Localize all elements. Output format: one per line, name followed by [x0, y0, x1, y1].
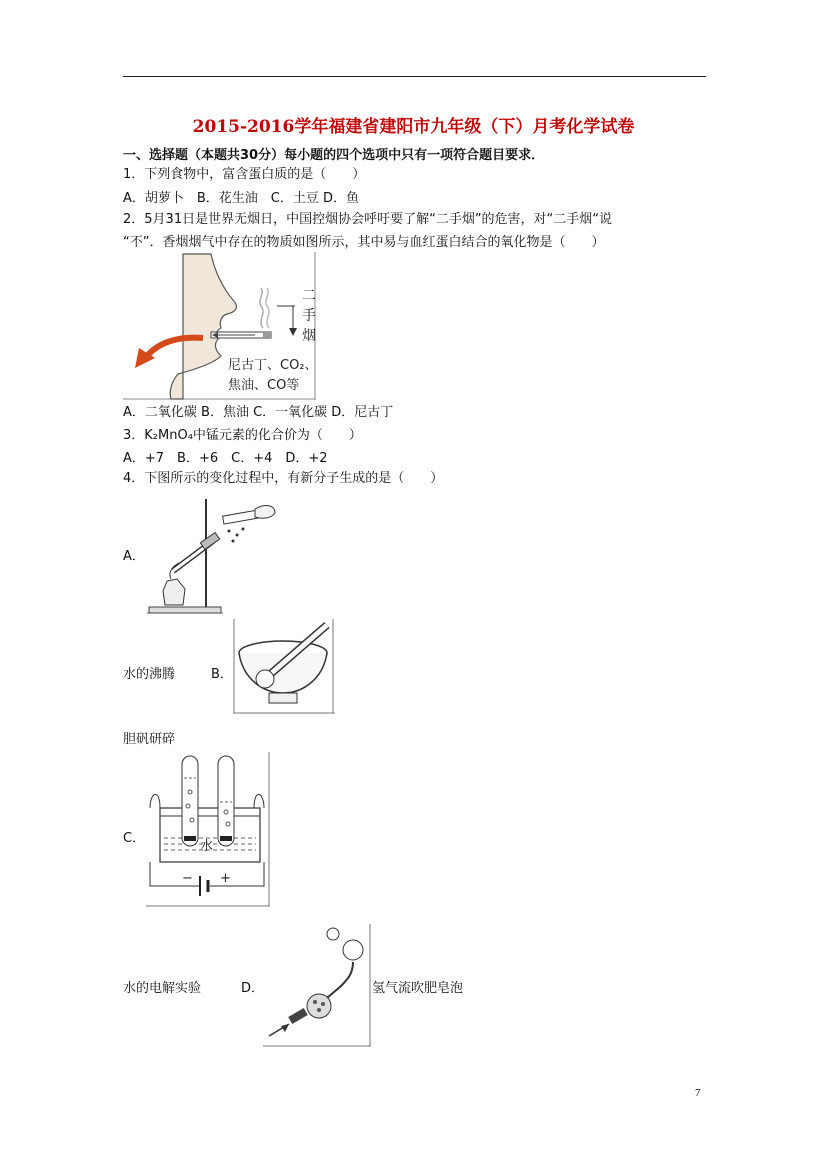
option-b-label: B． [211, 667, 233, 682]
small-bubble [327, 928, 339, 940]
option-c-label: C． [123, 831, 146, 846]
alcohol-lamp [163, 579, 185, 605]
smoke-label-2: 手 [302, 308, 316, 324]
question-3-stem: 3．K₂MnO₄中锰元素的化合价为（ ） [123, 428, 362, 443]
smoke-label-1: 二 [302, 288, 316, 304]
question-3-options: A．+7 B．+6 C．+4 D．+2 [123, 451, 328, 466]
smoke-components-line1: 尼古丁、CO₂、 [228, 358, 318, 373]
question-2-stem-line1: 2．5月31日是世界无烟日，中国控烟协会呼吁要了解“二手烟”的危害，对“二手烟“说 [123, 212, 613, 227]
smoke-label-3: 烟 [302, 328, 316, 344]
mortar-pestle-figure [233, 619, 335, 714]
question-4-stem: 4．下图所示的变化过程中，有新分子生成的是（ ） [123, 471, 444, 486]
soap-bubble-figure [263, 924, 373, 1048]
header-rule [123, 76, 706, 77]
boiling-water-figure [147, 491, 277, 615]
right-tube [218, 756, 234, 846]
option-d-caption-left: 水的电解实验 [123, 981, 202, 996]
question-1-stem: 1．下列食物中，富含蛋白质的是（ ） [123, 167, 366, 182]
option-c-caption-left: 胆矾研碎 [123, 732, 176, 747]
page-number: 7 [695, 1087, 701, 1099]
nozzle [288, 1008, 308, 1024]
large-bubble [343, 940, 363, 960]
second-hand-smoke-figure [123, 252, 318, 400]
page-title: 2015-2016学年福建省建阳市九年级（下）月考化学试卷 [192, 117, 635, 137]
option-a-label: A． [123, 549, 145, 564]
section-heading: 一、选择题（本题共30分）每小题的四个选项中只有一项符合题目要求． [123, 148, 545, 163]
negative-sign: − [182, 871, 193, 886]
option-b-caption-left: 水的沸腾 [123, 667, 176, 682]
left-tube [182, 756, 198, 846]
soap-dish [307, 994, 331, 1018]
electrolysis-figure [146, 752, 271, 908]
water-label: 水 [200, 839, 214, 854]
option-d-label: D． [241, 981, 265, 996]
glass-plate [223, 510, 260, 524]
positive-sign: + [220, 871, 231, 886]
question-2-stem-line2: “不”．香烟烟气中存在的物质如图所示，其中易与血红蛋白结合的氧化物是（ ） [123, 235, 605, 250]
option-d-caption: 氢气流吹肥皂泡 [372, 981, 464, 996]
smoke-components-line2: 焦油、CO等 [228, 378, 300, 393]
question-2-options: A．二氧化碳 B．焦油 C．一氧化碳 D．尼古丁 [123, 405, 394, 420]
question-1-options: A．胡萝卜 B．花生油 C．土豆 D．鱼 [123, 191, 360, 206]
